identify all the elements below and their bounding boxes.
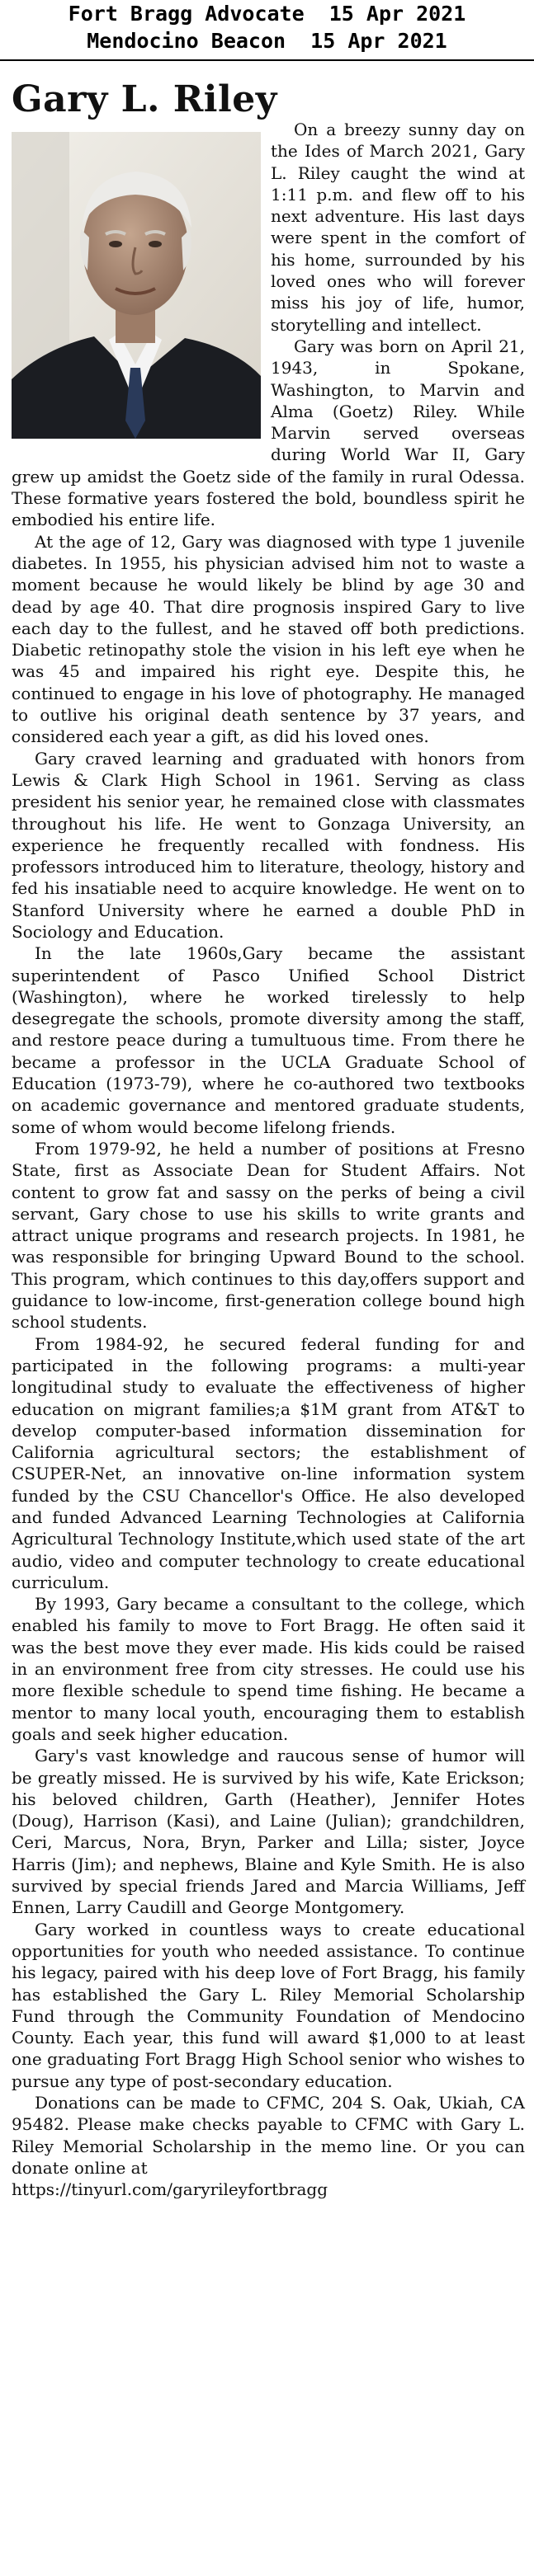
donation-link[interactable]: https://tinyurl.com/garyrileyfortbragg [12,2179,328,2200]
paragraph-fort-bragg: By 1993, Gary became a consultant to the college, which enabled his family to move to Fort Bragg. He often said it was the best move they ever made. His kids could be raised in an environment free from city stresses. He could use his more flexible schedule to spend time fishing. He became a mentor to many local youth, encouraging them to establish goals and seek higher education. [12,1594,525,1744]
paragraph-scholarship: Gary worked in countless ways to create educational opportunities for youth who needed assistance. To continue his legacy, paired with his deep love of Fort Bragg, his family has established the Gary L. Riley Memorial Scholarship Fund through the Community Foundation of Mendocino County. Each year, this fund will award $1,000 to at least one graduating Fort Bragg High School senior who wishes to pursue any type of post-secondary education. [12,1919,525,2091]
paragraph-pasco-ucla: In the late 1960s,Gary became the assistant superintendent of Pasco Unified School District (Washington), where he worked tirelessly to help desegregate the schools, promote diversity among the staff, and restore peace during a tumultuous time. From there he became a professor in the UCLA Graduate School of Education (1973-79), where he co-authored two textbooks on academic governance and mentored graduate students, some of whom would become lifelong friends. [12,943,525,1137]
obituary-headline: Gary L. Riley [12,78,277,120]
paragraph-survivors: Gary's vast knowledge and raucous sense of humor will be greatly missed. He is survived by his wife, Kate Erickson; his beloved children, Garth (Heather), Jennifer Hotes (Doug), Harrison (Kasi), and Laine (Julian); grandchildren, Ceri, Marcus, Nora, Bryn, Parker and Lilla; sister, Joyce Harris (Jim); and nephews, Blaine and Kyle Smith. He is also survived by special friends Jared and Marcia Williams, Jeff Ennen, Larry Caudill and George Montgomery. [12,1746,525,1918]
paragraph-education: Gary craved learning and graduated with honors from Lewis & Clark High School in 1961. Serving as class president his senior year, he remained close with classmates throughout his life. He went to Gonzaga University, an experience he frequently recalled with fondness. His professors introduced him to literature, theology, history and fed his insatiable need to acquire knowledge. He went on to Stanford University where he earned a double PhD in Sociology and Education. [12,748,525,942]
masthead-line-1: Fort Bragg Advocate 15 Apr 2021 [68,2,466,26]
paragraph-donations: Donations can be made to CFMC, 204 S. Oak, Ukiah, CA 95482. Please make checks payable to CFMC with Gary L. Riley Memorial Scholarship in the memo line. Or you can donate online at [12,2093,525,2178]
obituary-body [12,119,525,2201]
paragraph-fresno-state: From 1979-92, he held a number of positions at Fresno State, first as Associate Dean for Student Affairs. Not content to grow fat and sassy on the perks of being a civil servant, Gary chose to use his skills to write grants and attract unique programs and research projects. In 1981, he was responsible for bringing Upward Bound to the school. This program, which continues to this day,offers support and guidance to low-income, first-generation college bound high school students. [12,1138,525,1333]
masthead [0,0,534,61]
paragraph-birth: Gary was born on April 21, 1943, in Spokane, Washington, to Marvin and Alma (Goetz) Riley. While Marvin served overseas during World War II, Gary grew up amidst the Goetz side of the family in rural Odessa. These formative years fostered the bold, boundless spirit he embodied his entire life. [12,336,525,530]
paragraph-intro: On a breezy sunny day on the Ides of March 2021, Gary L. Riley caught the wind at 1:11 p.m. and flew off to his next adventure. His last days were spent in the comfort of his home, surrounded by his loved ones who will forever miss his joy of life, humor, storytelling and intellect. [271,120,525,335]
masthead-line-2: Mendocino Beacon 15 Apr 2021 [87,29,447,53]
photo-spacer [12,119,271,449]
paragraph-federal-funding: From 1984-92, he secured federal funding for and participated in the following programs: a multi-year longitudinal study to evaluate the effectiveness of higher education on migrant families;a $1M grant from AT&T to develop computer-based information dissemination for California agricultural sectors; the establishment of CSUPER-Net, an innovative on-line information system funded by the CSU Chancellor's Office. He also developed and funded Advanced Learning Technologies at California Agricultural Technology Institute,which used state of the art audio, video and computer technology to create educational curriculum. [12,1333,525,1592]
paragraph-diabetes: At the age of 12, Gary was diagnosed with type 1 juvenile diabetes. In 1955, his physician advised him not to waste a moment because he would likely be blind by age 30 and dead by age 40. That dire prognosis inspired Gary to live each day to the fullest, and he staved off both predictions. Diabetic retinopathy stole the vision in his left eye when he was 45 and impaired his right eye. Despite this, he continued to engage in his love of photography. He managed to outlive his original death sentence by 37 years, and considered each year a gift, as did his loved ones. [12,531,525,747]
